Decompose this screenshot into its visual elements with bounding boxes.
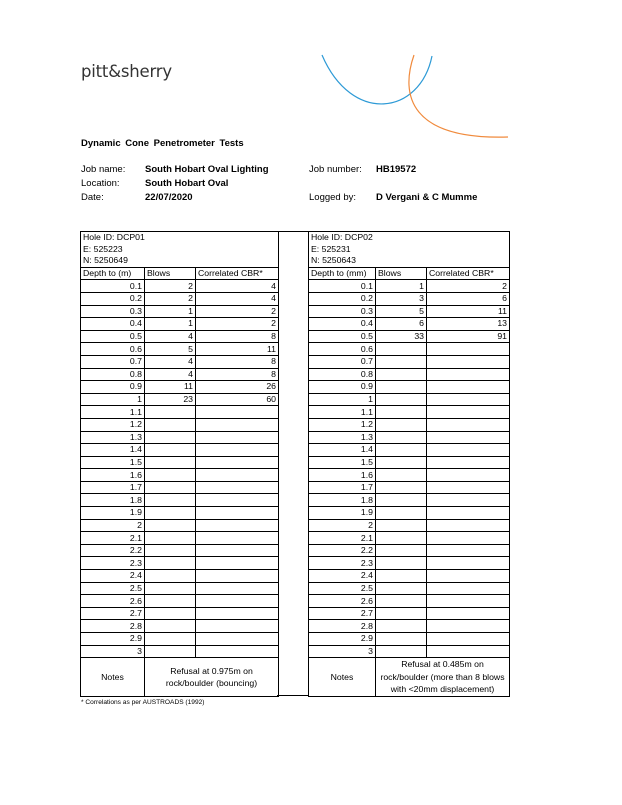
depth-cell: 0.8 [81,368,145,381]
depth-cell: 1.8 [309,494,376,507]
cbr-cell [427,418,510,431]
job-number-label: Job number: [309,164,362,175]
depth-cell: 0.7 [81,355,145,368]
depth-cell: 1.7 [309,481,376,494]
depth-cell: 0.4 [81,318,145,331]
logged-by-label: Logged by: [309,192,357,203]
job-info-left [81,163,269,205]
depth-cell: 2.6 [309,595,376,608]
blows-cell [376,570,427,583]
blows-cell [376,431,427,444]
blows-cell [376,519,427,532]
blows-cell [145,532,196,545]
cbr-cell: 4 [196,280,279,293]
table-row [81,633,279,646]
header-row [81,232,279,244]
cbr-cell [427,368,510,381]
cbr-cell [427,393,510,406]
depth-cell: 2 [81,519,145,532]
date-label: Date: [81,192,104,203]
cbr-cell: 2 [427,280,510,293]
depth-cell: 2.7 [309,607,376,620]
cbr-cell [196,557,279,570]
table-row [309,570,510,583]
blows-cell [376,481,427,494]
table-row [81,557,279,570]
depth-cell: 1 [81,393,145,406]
depth-cell: 2.2 [81,544,145,557]
dcp-table-2 [308,231,510,697]
table-row [81,532,279,545]
blows-cell: 5 [145,343,196,356]
cbr-cell [427,544,510,557]
blows-cell: 33 [376,330,427,343]
cbr-cell [427,607,510,620]
depth-cell: 2.9 [309,633,376,646]
table-row [81,292,279,305]
depth-cell: 1.3 [309,431,376,444]
easting: E: 525223 [81,244,279,256]
job-name-value: South Hobart Oval Lighting [145,164,269,175]
blows-cell [145,444,196,457]
blows-cell [376,381,427,394]
depth-cell: 2.1 [81,532,145,545]
cbr-cell [427,355,510,368]
table-row [81,570,279,583]
col-depth-header: Depth to (m) [81,267,145,280]
table-row [81,393,279,406]
col-blows-header: Blows [376,267,427,280]
company-logo: pitt&sherry [81,62,172,81]
table-row [81,595,279,608]
table-row [309,292,510,305]
table-row [81,381,279,394]
cbr-cell [196,406,279,419]
depth-cell: 2.1 [309,532,376,545]
blows-cell [145,582,196,595]
blue-arc [322,55,432,104]
northing: N: 5250643 [309,255,510,267]
depth-cell: 2.4 [309,570,376,583]
cbr-cell [196,481,279,494]
depth-cell: 2.7 [81,607,145,620]
cbr-cell: 11 [427,305,510,318]
cbr-cell [196,444,279,457]
depth-cell: 0.6 [309,343,376,356]
cbr-cell: 11 [196,343,279,356]
cbr-cell [196,507,279,520]
table-row [309,494,510,507]
cbr-cell [427,406,510,419]
cbr-cell [427,494,510,507]
job-number-value: HB19572 [376,164,417,175]
blows-cell [145,481,196,494]
blows-cell [376,456,427,469]
depth-cell: 0.1 [81,280,145,293]
cbr-cell [427,481,510,494]
depth-cell: 1.2 [81,418,145,431]
location-label: Location: [81,178,120,189]
blows-cell [376,582,427,595]
cbr-cell: 8 [196,368,279,381]
table-row [81,330,279,343]
depth-cell: 1.4 [81,444,145,457]
blows-cell [376,633,427,646]
cbr-cell [196,620,279,633]
blows-cell [145,544,196,557]
depth-cell: 0.6 [81,343,145,356]
table-body [309,232,510,697]
cbr-cell [196,544,279,557]
header-row [81,255,279,267]
depth-cell: 1.3 [81,431,145,444]
notes-row [81,658,279,697]
blows-cell: 23 [145,393,196,406]
depth-cell: 2.5 [81,582,145,595]
table-row [309,393,510,406]
col-depth-header: Depth to (mm) [309,267,376,280]
notes-label: Notes [309,658,376,697]
blows-cell [145,456,196,469]
cbr-cell [196,519,279,532]
depth-cell: 3 [81,645,145,658]
cbr-cell [427,469,510,482]
depth-cell: 1.6 [309,469,376,482]
table-row [81,494,279,507]
depth-cell: 2.3 [309,557,376,570]
blows-cell [145,469,196,482]
header-row [81,244,279,256]
blows-cell [145,633,196,646]
table-row [309,481,510,494]
cbr-cell [427,456,510,469]
depth-cell: 2.3 [81,557,145,570]
blows-cell: 5 [376,305,427,318]
table-row [309,582,510,595]
depth-cell: 1.5 [81,456,145,469]
depth-cell: 1.7 [81,481,145,494]
depth-cell: 1.4 [309,444,376,457]
blows-cell: 11 [145,381,196,394]
cbr-cell: 13 [427,318,510,331]
table-row [81,368,279,381]
cbr-cell [196,418,279,431]
col-blows-header: Blows [145,267,196,280]
blows-cell [376,607,427,620]
table-row [309,507,510,520]
depth-cell: 0.3 [81,305,145,318]
cbr-cell [427,519,510,532]
table-body [81,232,279,697]
depth-cell: 2.5 [309,582,376,595]
blows-cell [145,406,196,419]
cbr-cell [196,532,279,545]
table-row [81,431,279,444]
table-row [309,620,510,633]
notes-row [309,658,510,697]
table-row [309,318,510,331]
depth-cell: 2.2 [309,544,376,557]
cbr-cell [427,532,510,545]
table-row [309,431,510,444]
table-gap [277,231,308,696]
blows-cell: 4 [145,330,196,343]
location-value: South Hobart Oval [145,178,229,189]
depth-cell: 1.6 [81,469,145,482]
table-row [81,582,279,595]
blows-cell [145,620,196,633]
table-row [309,381,510,394]
cbr-cell [427,595,510,608]
blows-cell [376,595,427,608]
table-row [309,607,510,620]
table-row [81,507,279,520]
table-row [81,305,279,318]
table-row [81,418,279,431]
blows-cell [376,620,427,633]
table-row [81,343,279,356]
col-cbr-header: Correlated CBR* [196,267,279,280]
date-value: 22/07/2020 [145,192,193,203]
blows-cell [376,557,427,570]
cbr-cell [427,645,510,658]
table-row [309,633,510,646]
cbr-cell [427,343,510,356]
depth-cell: 0.4 [309,318,376,331]
blows-cell [376,444,427,457]
table-row [81,481,279,494]
depth-cell: 1.5 [309,456,376,469]
blows-cell [145,607,196,620]
cbr-cell [427,431,510,444]
cbr-cell [427,507,510,520]
depth-cell: 1 [309,393,376,406]
depth-cell: 0.1 [309,280,376,293]
column-header-row [309,267,510,280]
depth-cell: 1.1 [309,406,376,419]
cbr-cell [196,633,279,646]
cbr-cell [196,582,279,595]
table-row [81,607,279,620]
depth-cell: 2.8 [309,620,376,633]
depth-cell: 0.5 [81,330,145,343]
depth-cell: 0.9 [81,381,145,394]
blows-cell [376,368,427,381]
easting: E: 525231 [309,244,510,256]
depth-cell: 2.4 [81,570,145,583]
depth-cell: 2.8 [81,620,145,633]
table-row [309,280,510,293]
blows-cell [376,645,427,658]
depth-cell: 1.2 [309,418,376,431]
header-row [309,232,510,244]
cbr-cell: 2 [196,318,279,331]
blows-cell [376,406,427,419]
blows-cell [145,557,196,570]
cbr-cell [196,494,279,507]
blows-cell [376,355,427,368]
table-row [81,355,279,368]
dcp-table-1 [80,231,279,697]
depth-cell: 0.2 [309,292,376,305]
blows-cell [376,393,427,406]
table-row [309,330,510,343]
table-row [81,620,279,633]
table-row [81,444,279,457]
table-row [309,305,510,318]
notes-label: Notes [81,658,145,697]
table-row [81,456,279,469]
depth-cell: 1.8 [81,494,145,507]
table-row [309,519,510,532]
cbr-cell [427,444,510,457]
cbr-cell [196,595,279,608]
logged-by-value: D Vergani & C Mumme [376,192,478,203]
cbr-cell [427,582,510,595]
table-row [81,519,279,532]
notes-text: Refusal at 0.975m on rock/boulder (bouncing) [145,658,279,697]
footnote: * Correlations as per AUSTROADS (1992) [81,699,205,706]
header-row [309,255,510,267]
table-row [309,645,510,658]
blows-cell [376,418,427,431]
table-row [309,544,510,557]
table-row [81,318,279,331]
depth-cell: 1.9 [81,507,145,520]
cbr-cell: 8 [196,355,279,368]
blows-cell [376,532,427,545]
blows-cell [376,343,427,356]
job-name-label: Job name: [81,164,126,175]
blows-cell [145,570,196,583]
cbr-cell [196,469,279,482]
blows-cell [376,507,427,520]
cbr-cell [427,620,510,633]
cbr-cell [196,431,279,444]
blows-cell: 4 [145,368,196,381]
blows-cell: 1 [145,305,196,318]
table-row [309,418,510,431]
blows-cell: 1 [376,280,427,293]
blows-cell [145,418,196,431]
blows-cell: 1 [145,318,196,331]
blows-cell [145,645,196,658]
table-row [81,544,279,557]
blows-cell: 4 [145,355,196,368]
table-row [81,280,279,293]
column-header-row [81,267,279,280]
table-row [81,406,279,419]
depth-cell: 1.1 [81,406,145,419]
cbr-cell: 2 [196,305,279,318]
depth-cell: 0.9 [309,381,376,394]
northing: N: 5250649 [81,255,279,267]
hole-id: Hole ID: DCP01 [81,232,279,244]
blows-cell [376,544,427,557]
cbr-cell [427,633,510,646]
blows-cell [145,431,196,444]
depth-cell: 0.5 [309,330,376,343]
blows-cell [145,519,196,532]
orange-arc [409,55,508,137]
table-row [309,444,510,457]
blows-cell: 2 [145,280,196,293]
cbr-cell [196,607,279,620]
depth-cell: 2.6 [81,595,145,608]
header-row [309,244,510,256]
table-row [309,406,510,419]
cbr-cell: 4 [196,292,279,305]
blows-cell [145,494,196,507]
cbr-cell: 26 [196,381,279,394]
depth-cell: 3 [309,645,376,658]
cbr-cell [196,570,279,583]
depth-cell: 2.9 [81,633,145,646]
table-row [81,645,279,658]
table-row [309,368,510,381]
cbr-cell [427,381,510,394]
table-row [81,469,279,482]
document-title: Dynamic Cone Penetrometer Tests [81,138,244,149]
blows-cell [376,494,427,507]
depth-cell: 1.9 [309,507,376,520]
cbr-cell [427,570,510,583]
table-row [309,532,510,545]
table-row [309,557,510,570]
depth-cell: 2 [309,519,376,532]
table-row [309,456,510,469]
depth-cell: 0.2 [81,292,145,305]
table-row [309,355,510,368]
blows-cell [376,469,427,482]
notes-text: Refusal at 0.485m on rock/boulder (more than 8 blows with <20mm displacement) [376,658,510,697]
brand-arcs-graphic [0,0,622,160]
cbr-cell: 60 [196,393,279,406]
table-row [309,343,510,356]
blows-cell: 2 [145,292,196,305]
blows-cell: 6 [376,318,427,331]
table-row [309,595,510,608]
cbr-cell: 8 [196,330,279,343]
job-info-right [309,163,477,205]
depth-cell: 0.8 [309,368,376,381]
hole-id: Hole ID: DCP02 [309,232,510,244]
cbr-cell [196,456,279,469]
table-row [309,469,510,482]
blows-cell [145,507,196,520]
cbr-cell: 91 [427,330,510,343]
cbr-cell [427,557,510,570]
cbr-cell [196,645,279,658]
col-cbr-header: Correlated CBR* [427,267,510,280]
blows-cell [145,595,196,608]
cbr-cell: 6 [427,292,510,305]
blows-cell: 3 [376,292,427,305]
depth-cell: 0.7 [309,355,376,368]
depth-cell: 0.3 [309,305,376,318]
